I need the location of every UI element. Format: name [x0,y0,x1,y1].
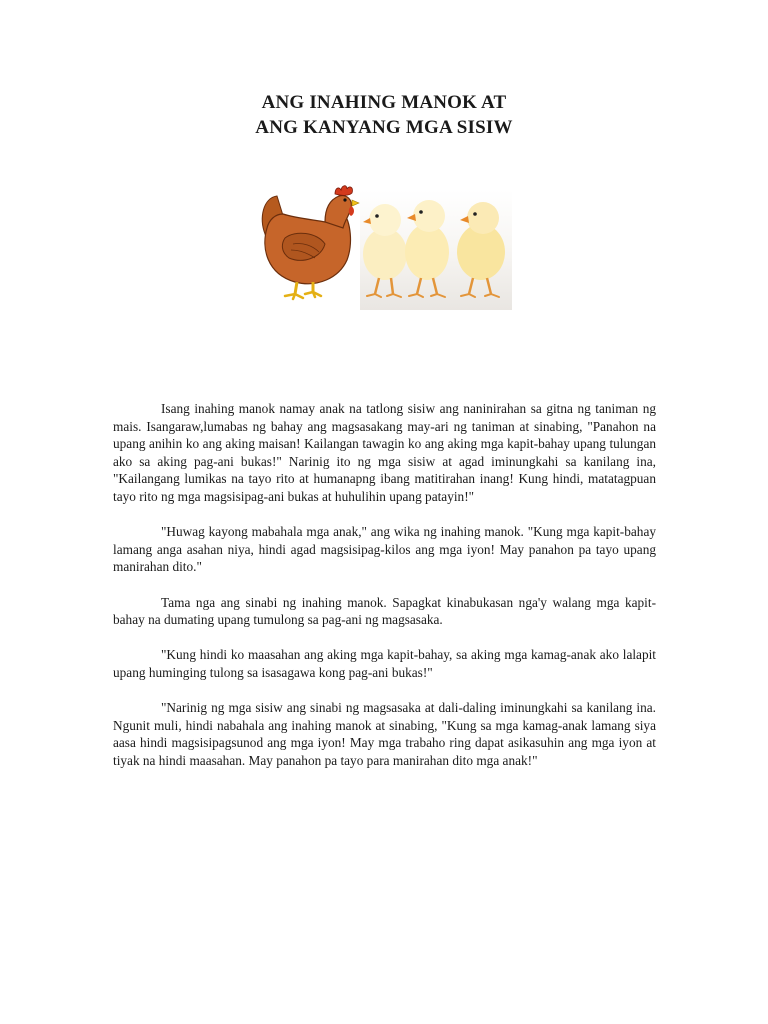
paragraph: Isang inahing manok namay anak na tatlong sisiw ang naninirahan sa gitna ng taniman ng mais. Isangaraw,lumabas ng bahay ang magsasakang may-ari ng taniman at sinabing, "Panahon na upang anihin ko ang aking maisan! Kailangan tawagin ko ang aking mga kapit-bahay upang tulungan ako sa aking pag-ani bukas!" Narinig ito ng mga sisiw at agad iminungkahi sa kanilang ina, "Kailangang lumikas na tayo rito at humanapng ibang matitirahan inang! Kung hindi, matatagpuan tayo rito ng mga magsisipag-ani bukas at huhulihin upang patayin!" [113,401,656,504]
hen-icon [262,186,359,299]
hen-and-chicks-illustration [255,178,515,310]
paragraph: "Narinig ng mga sisiw ang sinabi ng magsasaka at dali-daling iminungkahi sa kanilang ina. Ngunit muli, hindi nabahala ang inahing manok at sinabing, "Kung sa mga kamag-anak lamang siya aasa hindi magsisipagsunod ang mga iyon! May mga trabaho ring dapat asikasuhin ang mga iyon at tiyak na hindi maasahan. May panahon pa tayo para manirahan dito mga anak!" [113,700,656,768]
title-line-1: ANG INAHING MANOK AT [261,92,507,113]
chick-icon [363,204,407,297]
paragraph: "Kung hindi ko maasahan ang aking mga kapit-bahay, sa aking mga kamag-anak ako lalapit upang huminging tulong sa isasagawa kong pag-ani bukas!" [113,647,656,680]
page-title [0,90,768,140]
chick-icon [457,202,505,297]
paragraph: Tama nga ang sinabi ng inahing manok. Sapagkat kinabukasan nga'y walang mga kapit-bahay na dumating upang tumulong sa pag-ani ng magsasaka. [113,594,656,628]
paragraph: "Huwag kayong mabahala mga anak," ang wika ng inahing manok. "Kung mga kapit-bahay lamang anga asahan niya, hindi agad magsisipag-kilos ang mga iyon! May panahon pa tayo upang manirahan dito." [113,524,656,575]
title-line-2: ANG KANYANG MGA SISIW [255,117,513,138]
story-body [113,400,656,787]
chick-icon [405,200,449,297]
